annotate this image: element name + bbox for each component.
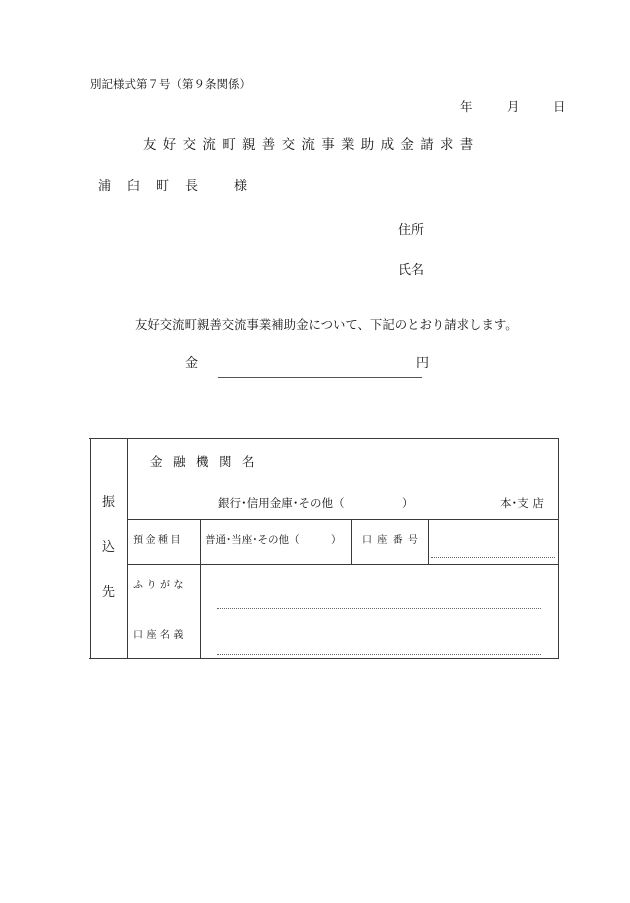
addressee-honorific: 様 [234,179,248,194]
furigana-line [217,608,541,609]
date-month-label: 月 [507,99,520,114]
account-holder-label: 口座名義 [133,630,187,641]
section-label-char: 先 [102,585,116,600]
request-statement: 友好交流町親善交流事業補助金について、下記のとおり請求します。 [135,317,518,332]
deposit-type-options: 普通･当座･その他（ ） [205,534,342,546]
furigana-label: ふりがな [133,580,187,591]
date-day-label: 日 [553,99,566,114]
table-border-right [558,438,559,659]
section-label-char: 振 [102,495,116,510]
branch-label: 本･支 店 [500,496,544,510]
addressee-name: 浦臼町長 [98,179,215,194]
document-title: 友好交流町親善交流事業助成金請求書 [143,137,480,153]
amount-prefix: 金 [185,356,199,371]
column-divider [428,519,429,564]
section-divider [127,438,128,659]
column-divider [351,519,352,564]
institution-type: 銀行･信用金庫･その他（ ） [218,496,414,510]
account-number-line [431,557,555,558]
table-border-bottom [89,658,559,659]
column-divider [200,519,201,659]
table-border-left [90,438,91,659]
row-divider [127,519,558,520]
table-border-top [89,438,559,439]
section-label-char: 込 [102,540,116,555]
bank-transfer-table [89,437,559,659]
institution-label: 金融機関名 [150,454,266,469]
address-label: 住所 [398,223,425,238]
amount-underline [218,377,422,378]
amount-suffix: 円 [416,356,430,371]
form-number: 別記様式第７号（第９条関係） [90,77,251,91]
date-year-label: 年 [460,99,473,114]
row-divider [127,564,558,565]
deposit-type-label: 預金種目 [133,535,183,546]
name-label: 氏名 [398,263,425,278]
account-holder-line [217,654,541,655]
account-number-label: 口座番号 [362,535,424,546]
